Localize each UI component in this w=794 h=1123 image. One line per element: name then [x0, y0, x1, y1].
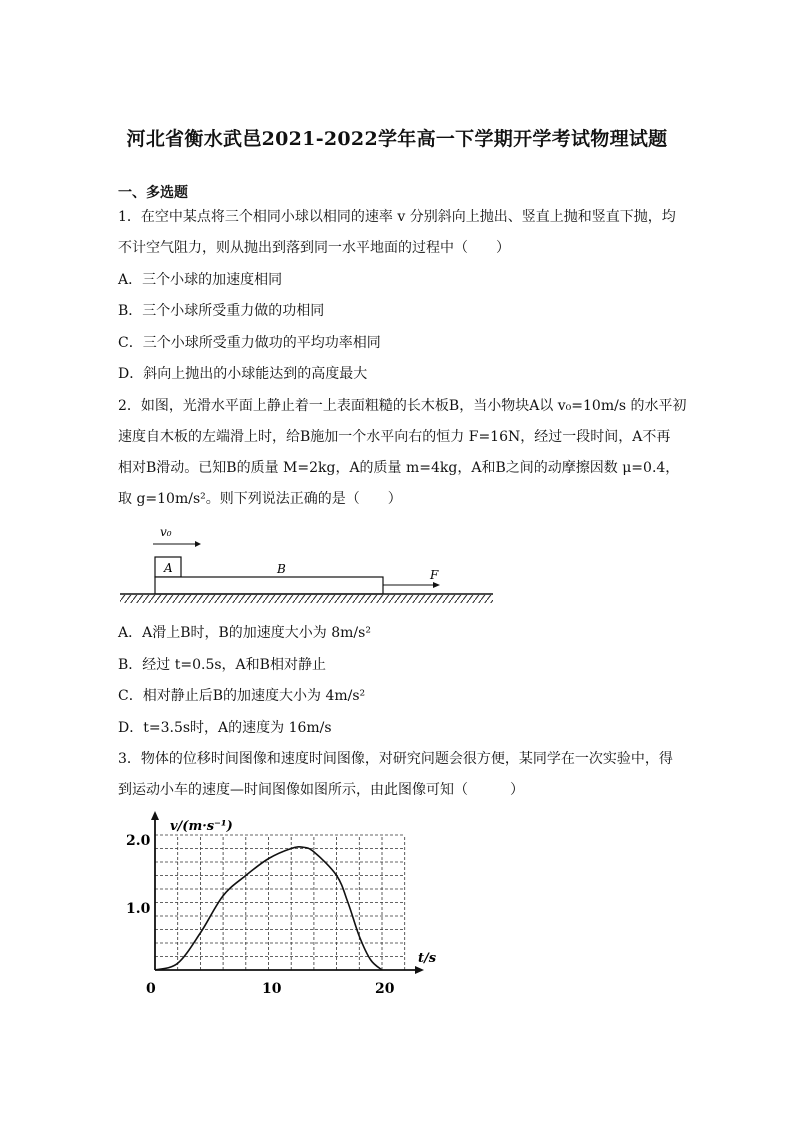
chart-grid: [155, 835, 405, 970]
v0-label: v₀: [160, 525, 172, 539]
v0-arrow-head: [195, 541, 201, 547]
x-tick-20: 20: [375, 981, 395, 997]
question-1-option-a: A．三个小球的加速度相同: [118, 272, 283, 288]
board-b: [155, 577, 383, 594]
force-label: F: [430, 568, 439, 582]
ground-hatch: [120, 595, 493, 603]
question-1-line-2: 不计空气阻力，则从抛出到落到同一水平地面的过程中（ ）: [118, 240, 510, 256]
question-1-option-c: C．三个小球所受重力做功的平均功率相同: [118, 335, 381, 351]
question-3-line-1: 3．物体的位移时间图像和速度时间图像，对研究问题会很方便，某同学在一次实验中，得: [118, 751, 673, 767]
y-axis-label: v/(m·s⁻¹): [170, 819, 233, 834]
question-2-line-2: 速度自木板的左端滑上时，给B施加一个水平向右的恒力 F=16N，经过一段时间，A不再: [118, 429, 671, 445]
x-tick-10: 10: [262, 981, 282, 997]
question-1-option-b: B．三个小球所受重力做的功相同: [118, 303, 325, 319]
x-axis-label: t/s: [418, 951, 437, 966]
section-heading: 一、多选题: [118, 185, 188, 201]
question-2-option-d: D．t=3.5s时，A的速度为 16m/s: [118, 720, 332, 736]
question-1-option-d: D．斜向上抛出的小球能达到的高度最大: [118, 366, 368, 382]
question-2-option-a: A．A滑上B时，B的加速度大小为 8m/s²: [118, 625, 371, 641]
y-axis-arrow: [151, 811, 159, 820]
block-a-label: A: [164, 561, 173, 575]
block-board-figure: [115, 520, 500, 610]
x-axis-arrow: [415, 966, 424, 974]
velocity-time-chart: [110, 810, 460, 1010]
page-title: 河北省衡水武邑2021-2022学年高一下学期开学考试物理试题: [126, 128, 668, 150]
x-tick-0: 0: [146, 981, 156, 997]
question-2-option-c: C．相对静止后B的加速度大小为 4m/s²: [118, 688, 366, 704]
y-tick-1: 1.0: [126, 901, 151, 917]
question-3-line-2: 到运动小车的速度—时间图像如图所示，由此图像可知（ ）: [118, 782, 524, 798]
question-2-line-4: 取 g=10m/s²。则下列说法正确的是（ ）: [118, 491, 402, 507]
question-1-line-1: 1．在空中某点将三个相同小球以相同的速率 v 分别斜向上抛出、竖直上抛和竖直下抛，均: [118, 209, 676, 225]
chart-axes: [151, 811, 424, 974]
question-2-option-b: B．经过 t=0.5s，A和B相对静止: [118, 657, 326, 673]
question-2-line-1: 2．如图，光滑水平面上静止着一上表面粗糙的长木板B，当小物块A以 v₀=10m/s 的水平初: [118, 398, 687, 414]
board-b-label: B: [277, 562, 286, 576]
force-arrow-head: [433, 582, 440, 588]
y-tick-2: 2.0: [126, 833, 151, 849]
question-2-line-3: 相对B滑动。已知B的质量 M=2kg，A的质量 m=4kg，A和B之间的动摩擦因数 μ=0.4，: [118, 460, 680, 476]
